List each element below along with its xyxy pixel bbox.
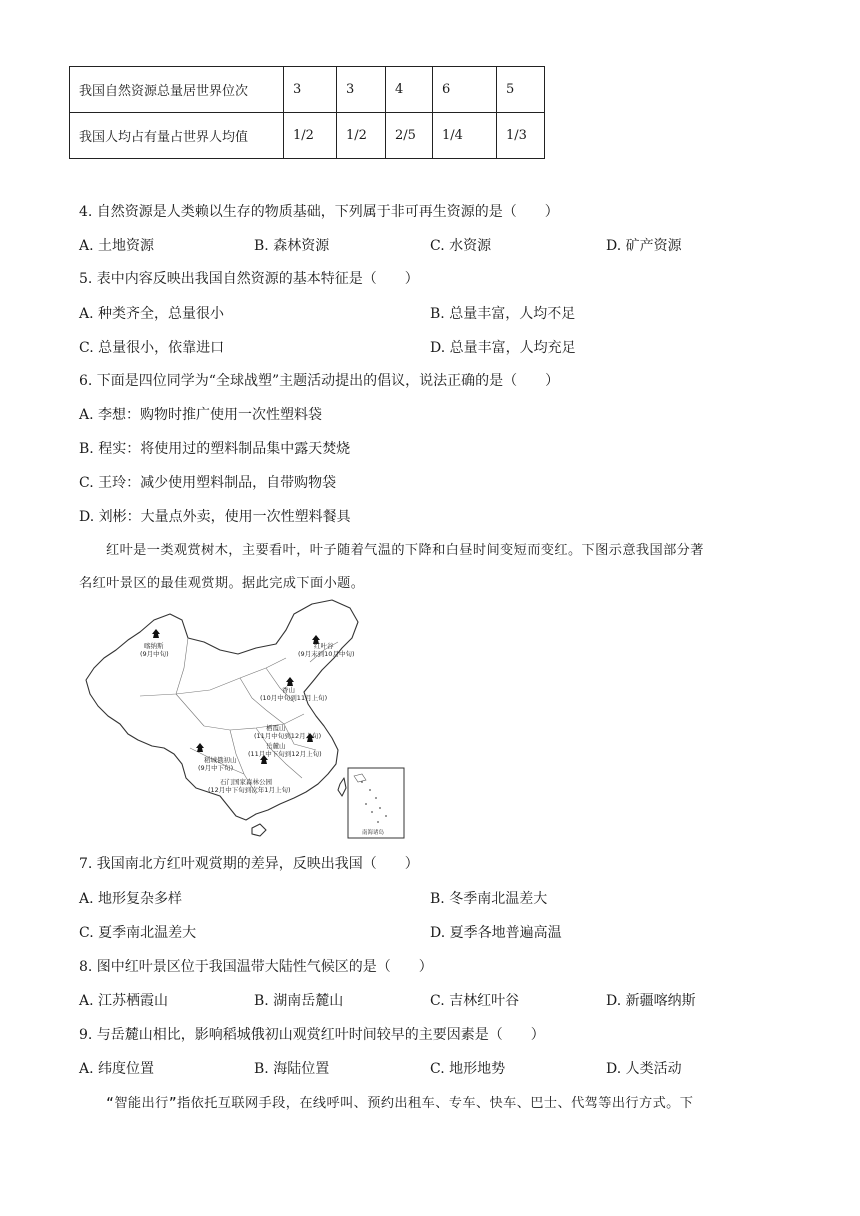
q4-option-b[interactable]: B. 森林资源 <box>254 238 330 254</box>
question-7-stem: 7. 我国南北方红叶观赏期的差异，反映出我国（ ） <box>79 856 419 872</box>
taiwan-island <box>338 778 346 796</box>
row-header: 我国自然资源总量居世界位次 <box>70 67 284 113</box>
q7-option-d[interactable]: D. 夏季各地普遍高温 <box>430 925 562 941</box>
map-label: 岳麓山 <box>266 742 286 750</box>
china-red-leaf-map <box>80 598 410 840</box>
q4-option-a[interactable]: A. 土地资源 <box>79 238 155 254</box>
map-label: (9月中旬) <box>140 650 169 658</box>
table-cell: 1/2 <box>337 113 386 159</box>
table-cell: 2/5 <box>386 113 433 159</box>
question-4-stem: 4. 自然资源是人类赖以生存的物质基础，下列属于非可再生资源的是（ ） <box>79 204 559 220</box>
q6-option-a[interactable]: A. 李想：购物时推广使用一次性塑料袋 <box>79 407 323 423</box>
leaf-marker-kanas <box>152 629 160 638</box>
question-6-stem: 6. 下面是四位同学为“全球战塑”主题活动提出的倡议，说法正确的是（ ） <box>79 373 560 389</box>
hainan-island <box>252 824 266 836</box>
map-label: 稻城俄初山 <box>204 756 237 764</box>
table-cell: 1/4 <box>433 113 497 159</box>
table-cell: 1/3 <box>497 113 545 159</box>
table-cell: 5 <box>497 67 545 113</box>
q9-option-b[interactable]: B. 海陆位置 <box>254 1061 330 1077</box>
q5-option-a[interactable]: A. 种类齐全，总量很小 <box>79 306 225 322</box>
passage-line: 红叶是一类观赏树木，主要看叶，叶子随着气温的下降和白昼时间变短而变红。下图示意我国部分著 <box>106 543 704 558</box>
q8-option-a[interactable]: A. 江苏栖霞山 <box>79 993 169 1009</box>
row-header: 我国人均占有量占世界人均值 <box>70 113 284 159</box>
map-label: 石门国家森林公园 <box>220 778 272 786</box>
passage-line: “智能出行”指依托互联网手段，在线呼叫、预约出租车、专车、快车、巴士、代驾等出行方式。下 <box>106 1096 694 1111</box>
question-8-stem: 8. 图中红叶景区位于我国温带大陆性气候区的是（ ） <box>79 959 433 975</box>
map-label: (9月中下旬) <box>198 764 234 772</box>
q9-option-a[interactable]: A. 纬度位置 <box>79 1061 155 1077</box>
question-9-stem: 9. 与岳麓山相比，影响稻城俄初山观赏红叶时间较早的主要因素是（ ） <box>79 1027 545 1043</box>
q4-option-c[interactable]: C. 水资源 <box>430 238 492 254</box>
map-label: 香山 <box>282 686 295 694</box>
table-cell: 3 <box>337 67 386 113</box>
q8-option-c[interactable]: C. 吉林红叶谷 <box>430 993 520 1009</box>
south-china-sea-inset <box>348 768 404 838</box>
q7-option-a[interactable]: A. 地形复杂多样 <box>79 891 183 907</box>
question-5-stem: 5. 表中内容反映出我国自然资源的基本特征是（ ） <box>79 271 419 287</box>
map-label: 栖霞山 <box>266 724 286 732</box>
map-label: 喀纳斯 <box>144 642 164 650</box>
q4-option-d[interactable]: D. 矿产资源 <box>606 238 682 254</box>
map-label: (10月中旬到11月上旬) <box>260 694 328 702</box>
resource-table <box>69 66 545 159</box>
q5-option-b[interactable]: B. 总量丰富，人均不足 <box>430 306 576 322</box>
q6-option-c[interactable]: C. 王玲：减少使用塑料制品，自带购物袋 <box>79 475 337 491</box>
table-row <box>70 67 545 113</box>
map-label: (12月中下旬到次年1月上旬) <box>208 786 291 794</box>
table-row <box>70 113 545 159</box>
table-cell: 3 <box>284 67 337 113</box>
map-label: 南海诸岛 <box>362 830 385 836</box>
q7-option-b[interactable]: B. 冬季南北温差大 <box>430 891 548 907</box>
table-cell: 1/2 <box>284 113 337 159</box>
leaf-marker-xiangshan <box>286 677 294 686</box>
map-label: (9月末到10月中旬) <box>298 650 355 658</box>
q9-option-d[interactable]: D. 人类活动 <box>606 1061 682 1077</box>
q5-option-c[interactable]: C. 总量很小，依靠进口 <box>79 340 225 356</box>
q9-option-c[interactable]: C. 地形地势 <box>430 1061 506 1077</box>
q6-option-b[interactable]: B. 程实：将使用过的塑料制品集中露天焚烧 <box>79 441 351 457</box>
map-label: (11月中旬到12月上旬) <box>254 732 322 740</box>
q5-option-d[interactable]: D. 总量丰富，人均充足 <box>430 340 576 356</box>
q8-option-b[interactable]: B. 湖南岳麓山 <box>254 993 344 1009</box>
map-label: 红叶谷 <box>314 642 334 650</box>
q6-option-d[interactable]: D. 刘彬：大量点外卖，使用一次性塑料餐具 <box>79 509 351 525</box>
table-cell: 6 <box>433 67 497 113</box>
leaf-marker-daocheng <box>196 743 204 752</box>
table-cell: 4 <box>386 67 433 113</box>
map-label: (11月中下旬到12月上旬) <box>248 750 322 758</box>
passage-line: 名红叶景区的最佳观赏期。据此完成下面小题。 <box>79 576 365 591</box>
q7-option-c[interactable]: C. 夏季南北温差大 <box>79 925 197 941</box>
q8-option-d[interactable]: D. 新疆喀纳斯 <box>606 993 696 1009</box>
